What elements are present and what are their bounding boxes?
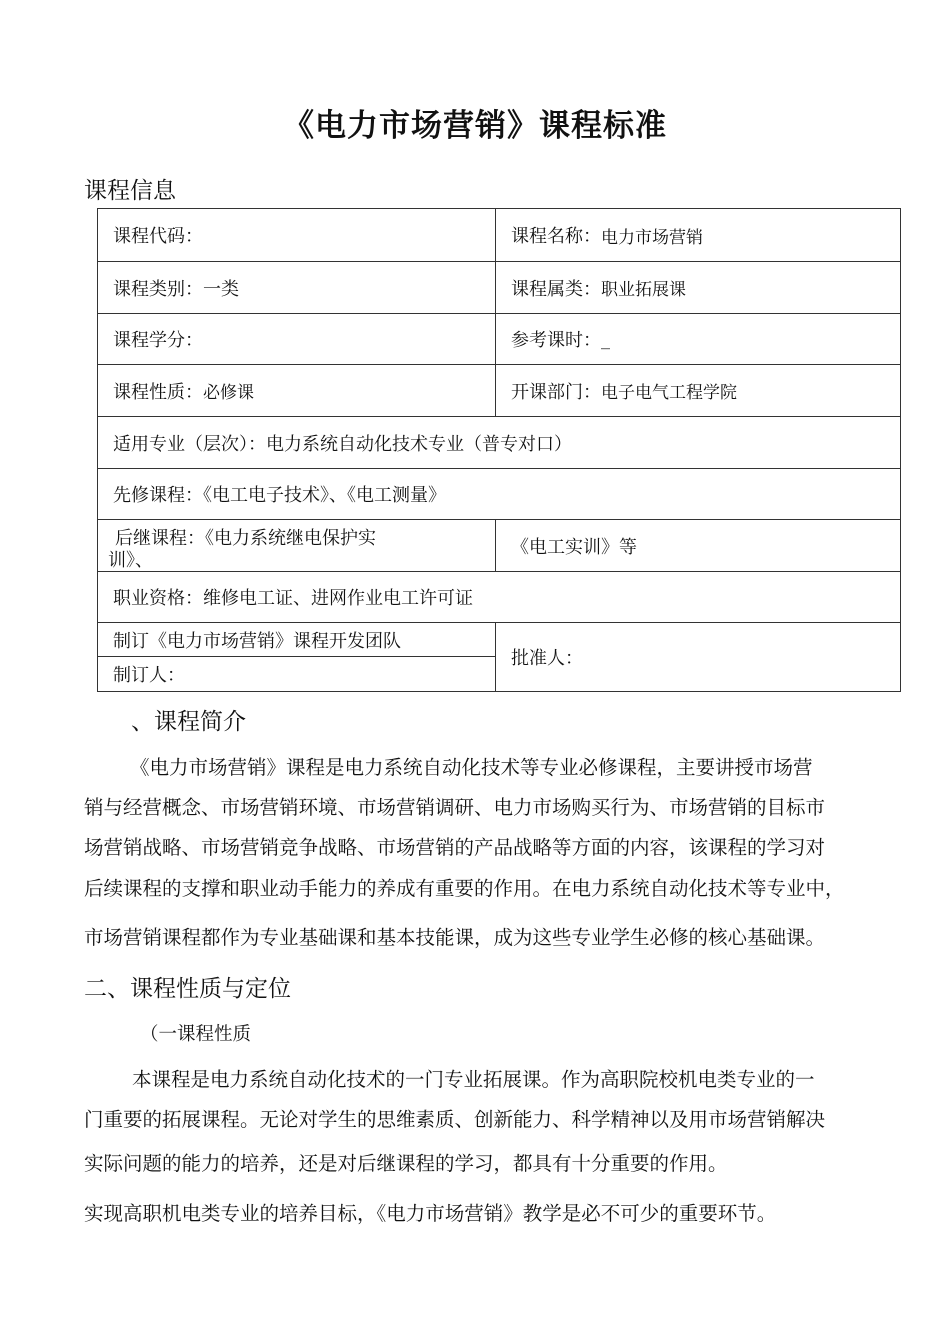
course-code-cell: [113, 209, 203, 261]
approver-cell: [511, 623, 583, 691]
course-credit-label: 课程学分：: [113, 330, 203, 351]
course-category-label: 课程类别：: [113, 278, 203, 300]
course-belong-cell: [511, 262, 686, 313]
course-name-label: 课程名称：: [511, 226, 601, 247]
course-hours-label: 参考课时：: [511, 330, 601, 351]
course-dept-label: 开课部门：: [511, 381, 601, 403]
author-label: 制订人：: [113, 665, 185, 686]
table-row: [98, 572, 900, 623]
table-divider: [495, 209, 496, 417]
course-credit-cell: [113, 314, 203, 364]
follow-up-text-line2: 训》、: [108, 550, 153, 571]
table-row: [98, 365, 900, 417]
applicable-major-text: 适用专业（层次）：电力系统自动化技术专业（普专对口）: [113, 433, 572, 455]
paragraph-line: 本课程是电力系统自动化技术的一门专业拓展课。作为高职院校机电类专业的一: [132, 1068, 815, 1091]
course-info-table: [97, 208, 901, 692]
course-name-cell: [511, 209, 703, 261]
approver-row: [496, 623, 900, 691]
table-row: [98, 314, 900, 365]
table-divider: [495, 520, 496, 572]
section-intro-heading: 、课程简介: [131, 709, 246, 735]
follow-up-text-cont: 《电工实训》等: [511, 536, 637, 558]
course-dept-cell: [511, 365, 737, 416]
follow-up-courses-cell: [108, 520, 488, 572]
section-nature-heading: 二、课程性质与定位: [84, 976, 291, 1002]
table-row: [98, 262, 900, 314]
qualification-cell: [113, 572, 473, 622]
paragraph-line: 《电力市场营销》课程是电力系统自动化技术等专业必修课程，主要讲授市场营: [130, 756, 813, 779]
course-category-cell: [113, 262, 239, 313]
table-row: [98, 520, 900, 572]
course-category-value: 一类: [203, 278, 239, 300]
author-row: [98, 657, 495, 691]
course-nature-cell: [113, 365, 254, 416]
table-divider: [495, 623, 496, 691]
team-cell: [113, 623, 401, 656]
course-nature-label: 课程性质：: [113, 381, 203, 403]
approver-label: 批准人：: [511, 648, 583, 669]
course-hours-value: _: [601, 328, 610, 350]
closing-line: 实现高职机电类专业的培养目标，《电力市场营销》教学是必不可少的重要环节。: [84, 1202, 777, 1225]
team-row: [98, 623, 495, 657]
table-row: [98, 417, 900, 469]
subsection-nature-heading: （一课程性质: [140, 1024, 252, 1045]
follow-up-text-line1: 后继课程：《电力系统继电保护实: [115, 528, 376, 549]
prereq-cell: [113, 469, 446, 519]
course-hours-cell: [511, 314, 610, 364]
section-course-info: 课程信息: [84, 178, 176, 204]
course-belong-label: 课程属类：: [511, 278, 601, 300]
prereq-text: 先修课程：《电工电子技术》、《电工测量》: [113, 485, 446, 506]
paragraph-line: 实际问题的能力的培养，还是对后继课程的学习，都具有十分重要的作用。: [84, 1152, 728, 1175]
paragraph-line: 销与经营概念、市场营销环境、市场营销调研、电力市场购买行为、市场营销的目标市: [84, 796, 826, 819]
paragraph-line: 后续课程的支撑和职业动手能力的养成有重要的作用。在电力系统自动化技术等专业中，: [84, 877, 845, 900]
course-belong-value: 职业拓展课: [601, 280, 686, 300]
table-row: [98, 209, 900, 262]
team-text: 制订《电力市场营销》课程开发团队: [113, 630, 401, 652]
document-title: 《电力市场营销》课程标准: [283, 108, 667, 144]
paragraph-line: 市场营销课程都作为专业基础课和基本技能课，成为这些专业学生必修的核心基础课。: [84, 926, 826, 949]
paragraph-line: 门重要的拓展课程。无论对学生的思维素质、创新能力、科学精神以及用市场营销解决: [84, 1108, 826, 1131]
course-dept-value: 电子电气工程学院: [601, 383, 737, 403]
author-cell: [113, 657, 185, 691]
paragraph-line: 场营销战略、市场营销竞争战略、市场营销的产品战略等方面的内容，该课程的学习对: [84, 836, 826, 859]
table-row: [98, 469, 900, 520]
applicable-major-cell: [113, 417, 572, 468]
qualification-text: 职业资格：维修电工证、进网作业电工许可证: [113, 588, 473, 609]
course-code-label: 课程代码：: [113, 226, 203, 247]
follow-up-courses-cont: [511, 520, 637, 571]
course-nature-value: 必修课: [203, 383, 254, 403]
course-name-value: 电力市场营销: [601, 227, 703, 248]
